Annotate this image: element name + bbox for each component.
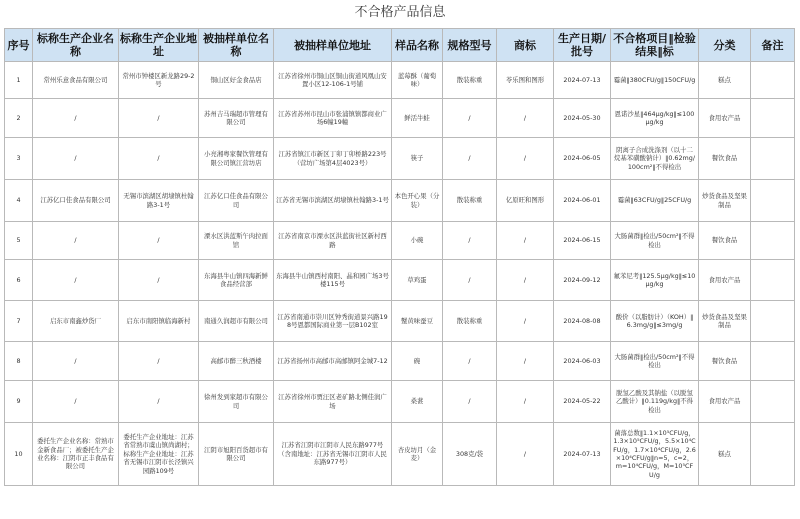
cell-seq: 1 xyxy=(5,62,33,99)
cell-sampled-unit: 铜山区好金食品店 xyxy=(199,62,274,99)
header-failed-item: 不合格项目‖检验结果‖标 xyxy=(611,29,699,62)
cell-sample-name: 蟹黄味蚕豆 xyxy=(392,301,443,342)
cell-brand: / xyxy=(497,301,554,342)
cell-failed-item: 氟苯尼考‖125.5μg/kg‖≤10μg/kg xyxy=(611,260,699,301)
table-row xyxy=(5,180,795,222)
cell-failed-item: 霉菌‖380CFU/g‖150CFU/g xyxy=(611,62,699,99)
cell-spec: / xyxy=(443,381,497,423)
cell-sampled-address: 江苏省南京市溧水区洪蓝街社区新村西路 xyxy=(274,222,392,260)
cell-date: 2024-07-13 xyxy=(554,62,611,99)
header-sample-name: 样品名称 xyxy=(392,29,443,62)
cell-brand: / xyxy=(497,381,554,423)
cell-category: 炒货食品及坚果制品 xyxy=(699,180,751,222)
cell-category: 食用农产品 xyxy=(699,381,751,423)
cell-producer: / xyxy=(33,222,119,260)
cell-category: 食用农产品 xyxy=(699,99,751,138)
cell-brand: / xyxy=(497,222,554,260)
cell-spec: 散装称重 xyxy=(443,62,497,99)
cell-category: 餐饮食品 xyxy=(699,342,751,381)
cell-spec: / xyxy=(443,222,497,260)
cell-producer: / xyxy=(33,342,119,381)
table-row xyxy=(5,423,795,486)
cell-brand: / xyxy=(497,342,554,381)
cell-sampled-address: 江苏省江阴市江阴市人民东路977号（含南地址：江苏省无锡市江阴市人民东路977号） xyxy=(274,423,392,486)
cell-brand: / xyxy=(497,260,554,301)
cell-sampled-address: 江苏省镇江市新区丁卯丁卯桥路223号（营坊广场第4层4023号） xyxy=(274,138,392,180)
cell-seq: 4 xyxy=(5,180,33,222)
cell-failed-item: 酸价（以脂肪计）（KOH）‖6.3mg/g‖≤3mg/g xyxy=(611,301,699,342)
cell-brand: 苓乐图和图形 xyxy=(497,62,554,99)
cell-sampled-unit: 溧水区洪蓝斯午肉拉面馆 xyxy=(199,222,274,260)
table-row xyxy=(5,381,795,423)
cell-producer: / xyxy=(33,138,119,180)
cell-sample-name: 碗 xyxy=(392,342,443,381)
cell-spec: / xyxy=(443,99,497,138)
table-row xyxy=(5,99,795,138)
header-row xyxy=(5,29,795,62)
header-note: 备注 xyxy=(751,29,795,62)
table-row xyxy=(5,138,795,180)
cell-note xyxy=(751,180,795,222)
cell-date: 2024-09-12 xyxy=(554,260,611,301)
cell-note xyxy=(751,62,795,99)
cell-sampled-unit: 东海县牛山镇四海新鲜食品经营部 xyxy=(199,260,274,301)
cell-note xyxy=(751,222,795,260)
cell-spec: / xyxy=(443,260,497,301)
cell-category: 糕点 xyxy=(699,62,751,99)
cell-failed-item: 脱氢乙酸及其钠盐（以脱氢乙酸计）‖0.119g/kg‖不得检出 xyxy=(611,381,699,423)
cell-spec: 散装称重 xyxy=(443,180,497,222)
cell-date: 2024-08-08 xyxy=(554,301,611,342)
cell-date: 2024-06-01 xyxy=(554,180,611,222)
cell-sample-name: 桑葚 xyxy=(392,381,443,423)
cell-producer-address: 常州市钟楼区新龙路29-2号 xyxy=(119,62,199,99)
cell-note xyxy=(751,423,795,486)
cell-failed-item: 大肠菌群‖检出/50cm²‖不得检出 xyxy=(611,222,699,260)
page-title: 不合格产品信息 xyxy=(354,5,446,20)
cell-sampled-address: 江苏省徐州市贾汪区老矿路北侧佳润广场 xyxy=(274,381,392,423)
header-sampled-address: 被抽样单位地址 xyxy=(274,29,392,62)
table-row xyxy=(5,62,795,99)
cell-producer-address: 无锡市滨湖区胡埭镇杜翰路3-1号 xyxy=(119,180,199,222)
cell-category: 餐饮食品 xyxy=(699,222,751,260)
cell-seq: 10 xyxy=(5,423,33,486)
cell-sample-name: 小碗 xyxy=(392,222,443,260)
cell-producer: 江苏亿口佳食品有限公司 xyxy=(33,180,119,222)
cell-producer: 常州乐意食品有限公司 xyxy=(33,62,119,99)
cell-sample-name: 杏皮坊月（金麦） xyxy=(392,423,443,486)
cell-brand: / xyxy=(497,138,554,180)
cell-producer-address: / xyxy=(119,260,199,301)
cell-date: 2024-07-13 xyxy=(554,423,611,486)
table-row xyxy=(5,342,795,381)
cell-failed-item: 大肠菌群‖检出/50cm²‖不得检出 xyxy=(611,342,699,381)
cell-sample-name: 鲜活牛蛙 xyxy=(392,99,443,138)
cell-producer-address: / xyxy=(119,99,199,138)
cell-sample-name: 筷子 xyxy=(392,138,443,180)
cell-sampled-unit: 徐州发到家超市有限公司 xyxy=(199,381,274,423)
cell-failed-item: 阴离子合成洗涤剂（以十二烷基苯磺酸钠计）‖0.62mg/100cm²‖不得检出 xyxy=(611,138,699,180)
cell-brand: / xyxy=(497,99,554,138)
cell-date: 2024-06-15 xyxy=(554,222,611,260)
cell-failed-item: 菌落总数‖1.1×10⁵CFU/g，1.3×10⁵CFU/g，5.5×10⁴CFU/g，1.7×10⁴CFU/g，2.6×10⁴CFU/g‖n=5，c=2，m=10⁴CFU/g，M=10⁵CFU/g xyxy=(611,423,699,486)
cell-sampled-address: 江苏省扬州市高邮市高邮镇阿金城7-12 xyxy=(274,342,392,381)
cell-sampled-unit: 江苏亿口佳食品有限公司 xyxy=(199,180,274,222)
cell-failed-item: 恩诺沙星‖464μg/kg‖≤100μg/kg xyxy=(611,99,699,138)
cell-category: 食用农产品 xyxy=(699,260,751,301)
header-date: 生产日期/批号 xyxy=(554,29,611,62)
header-sampled-unit: 被抽样单位名称 xyxy=(199,29,274,62)
cell-failed-item: 霉菌‖63CFU/g‖25CFU/g xyxy=(611,180,699,222)
cell-producer-address: / xyxy=(119,381,199,423)
cell-producer: / xyxy=(33,99,119,138)
cell-producer-address: 启东市南阳镇临海新村 xyxy=(119,301,199,342)
cell-spec: 308克/袋 xyxy=(443,423,497,486)
cell-sampled-address: 江苏省徐州市铜山区铜山街道风凰山安置小区12-106-1号铺 xyxy=(274,62,392,99)
table-row xyxy=(5,222,795,260)
cell-seq: 2 xyxy=(5,99,33,138)
cell-note xyxy=(751,301,795,342)
header-seq: 序号 xyxy=(5,29,33,62)
cell-seq: 7 xyxy=(5,301,33,342)
table-row xyxy=(5,301,795,342)
cell-producer-address: / xyxy=(119,222,199,260)
cell-note xyxy=(751,260,795,301)
cell-sampled-address: 江苏省南通市崇川区钟秀街道景兴路198号恩都国际商业第一层B102室 xyxy=(274,301,392,342)
cell-sampled-unit: 小亮湘粤家餐饮管理有限公司镇江营坊店 xyxy=(199,138,274,180)
cell-category: 糕点 xyxy=(699,423,751,486)
header-spec: 规格型号 xyxy=(443,29,497,62)
header-category: 分类 xyxy=(699,29,751,62)
cell-sampled-address: 江苏省苏州市昆山市张浦镇镇都商业广场6幢19幢 xyxy=(274,99,392,138)
cell-sampled-address: 东海县牛山镇西村南阳、晶和园广场3号楼115号 xyxy=(274,260,392,301)
cell-sample-name: 草鸡蛋 xyxy=(392,260,443,301)
cell-sample-name: 蓝莓酥（葡萄味） xyxy=(392,62,443,99)
cell-sampled-unit: 江阴市旭阳百货超市有限公司 xyxy=(199,423,274,486)
cell-producer: / xyxy=(33,260,119,301)
cell-producer: 委托生产企业名称：常熟市金新食品厂；被委托生产企业名称：江阴市正丰食品有限公司 xyxy=(33,423,119,486)
header-brand: 商标 xyxy=(497,29,554,62)
cell-note xyxy=(751,342,795,381)
cell-sampled-unit: 南通久润超市有限公司 xyxy=(199,301,274,342)
cell-note xyxy=(751,99,795,138)
cell-date: 2024-05-30 xyxy=(554,99,611,138)
unqualified-products-table xyxy=(4,28,795,486)
header-producer: 标称生产企业名称 xyxy=(33,29,119,62)
cell-date: 2024-06-05 xyxy=(554,138,611,180)
header-producer-address: 标称生产企业地址 xyxy=(119,29,199,62)
cell-sampled-unit: 高邮市醉三秋酒楼 xyxy=(199,342,274,381)
cell-seq: 3 xyxy=(5,138,33,180)
cell-category: 餐饮食品 xyxy=(699,138,751,180)
cell-category: 炒货食品及坚果制品 xyxy=(699,301,751,342)
cell-brand: 亿原旺和图形 xyxy=(497,180,554,222)
cell-spec: 散装称重 xyxy=(443,301,497,342)
cell-producer: / xyxy=(33,381,119,423)
cell-sample-name: 本色开心果（分装） xyxy=(392,180,443,222)
cell-note xyxy=(751,381,795,423)
cell-sampled-unit: 苏州吉马瑞超市管理有限公司 xyxy=(199,99,274,138)
cell-producer-address: / xyxy=(119,138,199,180)
cell-producer-address: / xyxy=(119,342,199,381)
cell-producer: 启东市南鑫炒货厂 xyxy=(33,301,119,342)
cell-note xyxy=(751,138,795,180)
table-row xyxy=(5,260,795,301)
cell-producer-address: 委托生产企业地址：江苏省常熟市虞山镇尚湖村；标称生产企业地址：江苏省无锡市江阴市长泾镇兴园路109号 xyxy=(119,423,199,486)
cell-spec: / xyxy=(443,138,497,180)
cell-spec: / xyxy=(443,342,497,381)
cell-date: 2024-05-22 xyxy=(554,381,611,423)
cell-seq: 5 xyxy=(5,222,33,260)
cell-seq: 8 xyxy=(5,342,33,381)
cell-seq: 9 xyxy=(5,381,33,423)
cell-seq: 6 xyxy=(5,260,33,301)
cell-date: 2024-06-03 xyxy=(554,342,611,381)
cell-sampled-address: 江苏省无锡市滨湖区胡埭镇杜翰路3-1号 xyxy=(274,180,392,222)
cell-brand: / xyxy=(497,423,554,486)
